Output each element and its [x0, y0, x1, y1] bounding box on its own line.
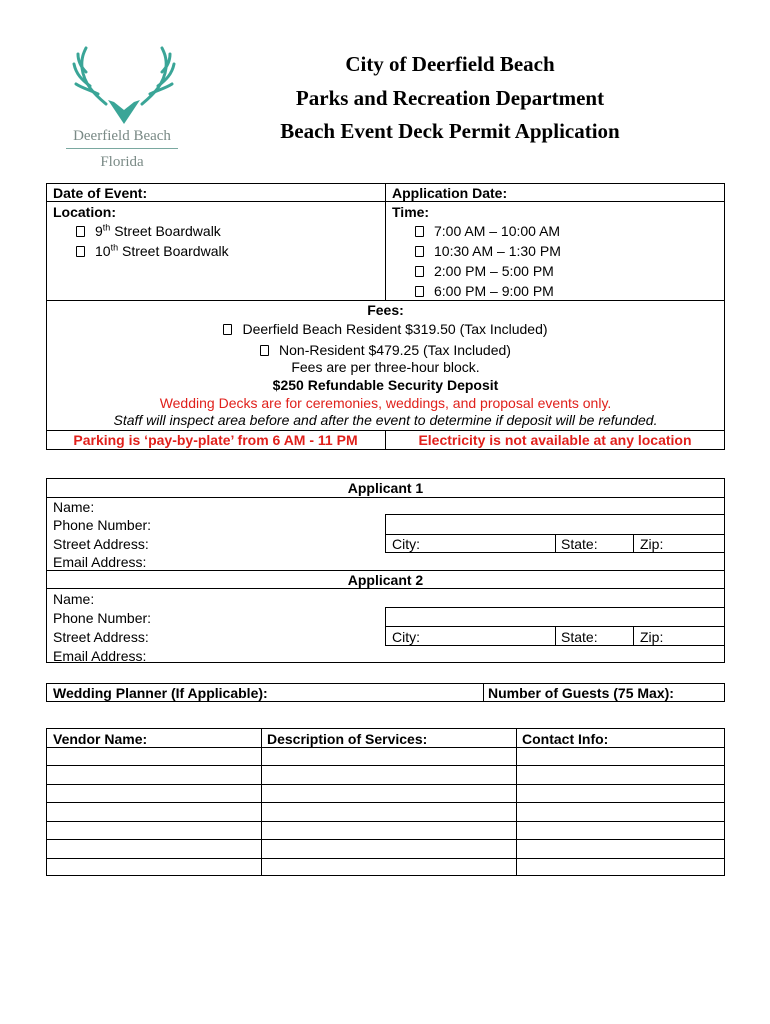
applicant2-zip-field[interactable]: Zip: — [640, 629, 664, 645]
location-option-9th[interactable]: 9th Street Boardwalk — [76, 222, 221, 240]
staff-note: Staff will inspect area before and after the event to determine if deposit will be refunded. — [113, 412, 658, 428]
security-deposit: $250 Refundable Security Deposit — [272, 377, 499, 393]
applicant2-state-field[interactable]: State: — [561, 629, 598, 645]
logo-rule — [66, 148, 178, 149]
applicant2-phone-field[interactable]: Phone Number: — [53, 610, 152, 626]
number-of-guests-field[interactable]: Number of Guests (75 Max): — [488, 685, 674, 701]
parking-note: Parking is ‘pay-by-plate’ from 6 AM - 11 PM — [73, 432, 358, 448]
wedding-planner-field[interactable]: Wedding Planner (If Applicable): — [53, 685, 268, 701]
wedding-note: Wedding Decks are for ceremonies, weddings, and proposal events only. — [159, 395, 612, 411]
vendor-name-header: Vendor Name: — [53, 731, 148, 747]
applicant1-city-field[interactable]: City: — [392, 536, 420, 552]
title-department: Parks and Recreation Department — [295, 86, 605, 110]
applicant1-heading: Applicant 1 — [347, 480, 424, 496]
deer-antlers-icon — [64, 44, 184, 124]
contact-info-header: Contact Info: — [522, 731, 609, 747]
time-option-1[interactable]: 7:00 AM – 10:00 AM — [415, 222, 560, 240]
applicant2-street-field[interactable]: Street Address: — [53, 629, 149, 645]
checkbox[interactable] — [76, 226, 85, 237]
city-logo — [56, 44, 186, 174]
applicant2-name-field[interactable]: Name: — [53, 591, 95, 607]
time-label: Time: — [392, 204, 430, 220]
applicant1-name-field[interactable]: Name: — [53, 499, 95, 515]
logo-text-state: Florida — [100, 154, 144, 170]
applicant1-state-field[interactable]: State: — [561, 536, 598, 552]
checkbox[interactable] — [415, 266, 424, 277]
time-option-3[interactable]: 2:00 PM – 5:00 PM — [415, 262, 554, 280]
fees-per-block: Fees are per three-hour block. — [291, 359, 480, 375]
applicant2-email-field[interactable]: Email Address: — [53, 648, 147, 664]
date-of-event-label: Date of Event: — [53, 185, 148, 201]
description-header: Description of Services: — [267, 731, 428, 747]
application-date-label: Application Date: — [392, 185, 508, 201]
page-title: Beach Event Deck Permit Application — [280, 119, 620, 143]
time-option-4[interactable]: 6:00 PM – 9:00 PM — [415, 282, 554, 300]
applicant1-street-field[interactable]: Street Address: — [53, 536, 149, 552]
location-option-10th[interactable]: 10th Street Boardwalk — [76, 242, 229, 260]
electricity-note: Electricity is not available at any location — [418, 432, 692, 448]
checkbox[interactable] — [223, 324, 232, 335]
applicant1-email-field[interactable]: Email Address: — [53, 554, 147, 570]
applicant1-zip-field[interactable]: Zip: — [640, 536, 664, 552]
time-option-2[interactable]: 10:30 AM – 1:30 PM — [415, 242, 561, 260]
fee-resident-option[interactable]: Deerfield Beach Resident $319.50 (Tax Included) — [46, 320, 725, 338]
location-label: Location: — [53, 204, 116, 220]
checkbox[interactable] — [415, 226, 424, 237]
checkbox[interactable] — [260, 345, 269, 356]
checkbox[interactable] — [415, 246, 424, 257]
checkbox[interactable] — [76, 246, 85, 257]
title-city: City of Deerfield Beach — [345, 52, 555, 76]
logo-text-city: Deerfield Beach — [73, 128, 171, 144]
fees-label: Fees: — [367, 302, 404, 318]
applicant2-heading: Applicant 2 — [347, 572, 424, 588]
applicant2-city-field[interactable]: City: — [392, 629, 420, 645]
fee-nonresident-option[interactable]: Non-Resident $479.25 (Tax Included) — [46, 341, 725, 359]
checkbox[interactable] — [415, 286, 424, 297]
applicant1-phone-field[interactable]: Phone Number: — [53, 517, 152, 533]
